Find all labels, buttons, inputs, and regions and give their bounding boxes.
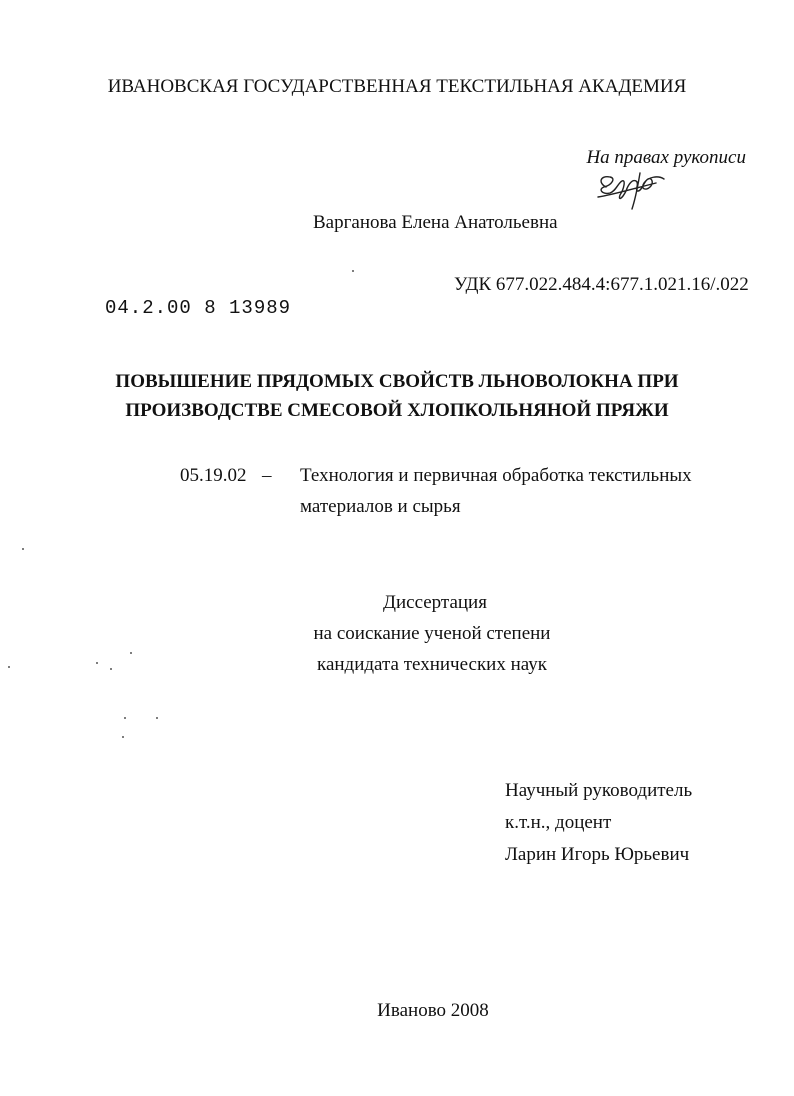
library-stamp-number: 04.2.00 8 13989 (105, 297, 292, 319)
supervisor-title: к.т.н., доцент (505, 812, 612, 833)
author-name: Варганова Елена Анатольевна (313, 212, 558, 233)
degree-line-1: Диссертация (383, 592, 487, 613)
scan-speck (352, 270, 354, 272)
institution-name: ИВАНОВСКАЯ ГОСУДАРСТВЕННАЯ ТЕКСТИЛЬНАЯ АКАДЕМИЯ (107, 76, 687, 97)
udc-code: УДК 677.022.484.4:677.1.021.16/.022 (454, 274, 749, 295)
scan-speck (124, 717, 126, 719)
specialty-code: 05.19.02 (180, 465, 247, 486)
manuscript-rights-note: На правах рукописи (586, 147, 746, 168)
scan-speck (8, 666, 10, 668)
supervisor-role: Научный руководитель (505, 780, 693, 801)
signature-icon (592, 165, 674, 215)
scan-speck (22, 548, 24, 550)
scan-speck (96, 662, 98, 664)
supervisor-name: Ларин Игорь Юрьевич (505, 844, 690, 865)
city-year: Иваново 2008 (377, 1000, 489, 1021)
scan-speck (156, 717, 158, 719)
specialty-name-line-1: Технология и первичная обработка текстильных (300, 465, 692, 486)
degree-line-3: кандидата технических наук (317, 654, 547, 675)
scan-speck (130, 652, 132, 654)
scan-speck (110, 668, 112, 670)
thesis-title-line-1: ПОВЫШЕНИЕ ПРЯДОМЫХ СВОЙСТВ ЛЬНОВОЛОКНА ПРИ (115, 371, 679, 392)
scan-speck (122, 736, 124, 738)
specialty-dash: – (262, 465, 272, 486)
degree-line-2: на соискание ученой степени (313, 623, 551, 644)
specialty-name-line-2: материалов и сырья (300, 496, 461, 517)
thesis-title-line-2: ПРОИЗВОДСТВЕ СМЕСОВОЙ ХЛОПКОЛЬНЯНОЙ ПРЯЖИ (125, 400, 669, 421)
